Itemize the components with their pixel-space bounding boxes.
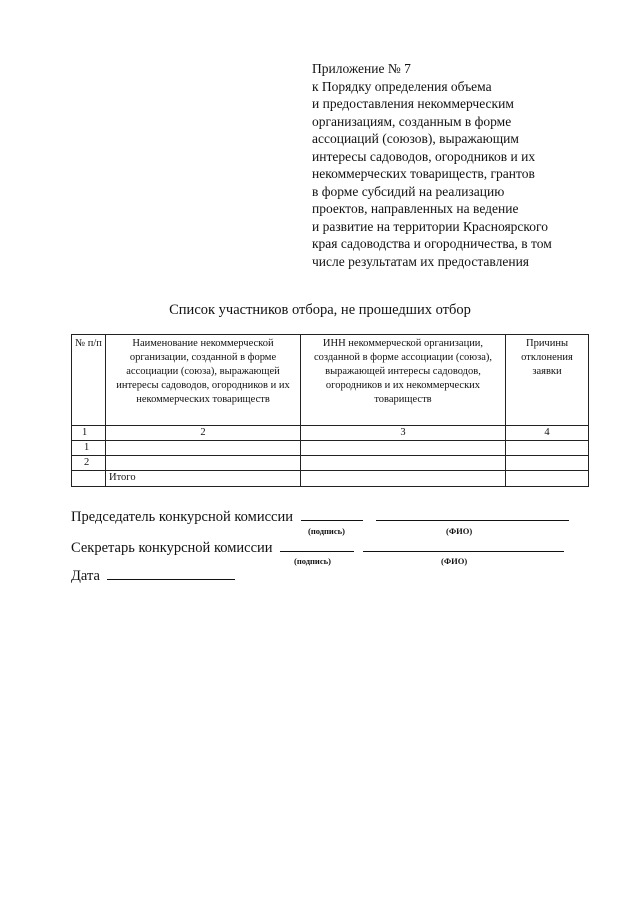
appendix-line: в форме субсидий на реализацию <box>312 183 505 199</box>
row-number: 2 <box>72 456 106 471</box>
total-empty-cell <box>72 471 106 487</box>
row-number: 1 <box>72 441 106 456</box>
row-org-name <box>106 441 301 456</box>
appendix-line: числе результатам их предоставления <box>312 253 530 269</box>
secretary-name-line[interactable] <box>363 539 564 552</box>
row-inn <box>301 456 506 471</box>
total-empty-cell <box>301 471 506 487</box>
appendix-line: ассоциаций (союзов), выражающим <box>312 131 519 146</box>
table-header-row <box>72 335 589 426</box>
appendix-line: и развитие на территории Красноярского <box>312 218 548 234</box>
table-row <box>72 456 589 471</box>
chairman-name-line[interactable] <box>376 508 569 521</box>
column-number: 3 <box>301 426 506 441</box>
table-row <box>72 441 589 456</box>
secretary-signature-caption: (подпись) <box>294 556 331 566</box>
secretary-label: Секретарь конкурсной комиссии <box>71 540 273 556</box>
total-row <box>72 471 589 487</box>
header-inn: ИНН некоммерческой организации, созданной в форме ассоциации (союза), выражающей интересы садоводов, огородников и их некоммерческих товариществ <box>301 335 506 426</box>
total-label: Итого <box>106 471 301 487</box>
secretary-name-caption: (ФИО) <box>441 556 468 566</box>
date-line[interactable] <box>107 567 235 580</box>
header-number: № п/п <box>72 335 106 426</box>
header-reason: Причины отклонения заявки <box>506 335 589 426</box>
list-title: Список участников отбора, не прошедших отбор <box>169 302 471 318</box>
date-label: Дата <box>71 568 100 584</box>
header-org-name: Наименование некоммерческой организации, созданной в форме ассоциации (союза), выражающей интересы садоводов, огородников и их некоммерческих товариществ <box>106 335 301 426</box>
column-number: 2 <box>106 426 301 441</box>
chairman-signature-block <box>71 508 569 526</box>
row-reason <box>506 441 589 456</box>
chairman-signature-caption: (подпись) <box>308 526 345 536</box>
appendix-line: Приложение № 7 <box>312 61 411 76</box>
appendix-line: некоммерческих товариществ, грантов <box>312 166 535 181</box>
appendix-line: края садоводства и огородничества, в том <box>312 236 552 251</box>
column-number-row <box>72 426 589 441</box>
row-inn <box>301 441 506 456</box>
total-empty-cell <box>506 471 589 487</box>
row-reason <box>506 456 589 471</box>
appendix-line: и предоставления некоммерческим <box>312 96 514 111</box>
secretary-signature-line[interactable] <box>280 539 354 552</box>
chairman-label: Председатель конкурсной комиссии <box>71 509 293 525</box>
chairman-name-caption: (ФИО) <box>446 526 473 536</box>
appendix-line: проектов, направленных на ведение <box>312 201 519 216</box>
column-number: 4 <box>506 426 589 441</box>
participants-table <box>71 334 589 487</box>
column-number: 1 <box>72 426 106 441</box>
appendix-line: интересы садоводов, огородников и их <box>312 148 536 164</box>
chairman-signature-line[interactable] <box>301 508 363 521</box>
appendix-line: организациям, созданным в форме <box>312 113 512 129</box>
appendix-note <box>312 60 612 270</box>
row-org-name <box>106 456 301 471</box>
appendix-line: к Порядку определения объема <box>312 78 492 94</box>
date-block <box>71 567 235 585</box>
secretary-signature-block <box>71 539 564 557</box>
